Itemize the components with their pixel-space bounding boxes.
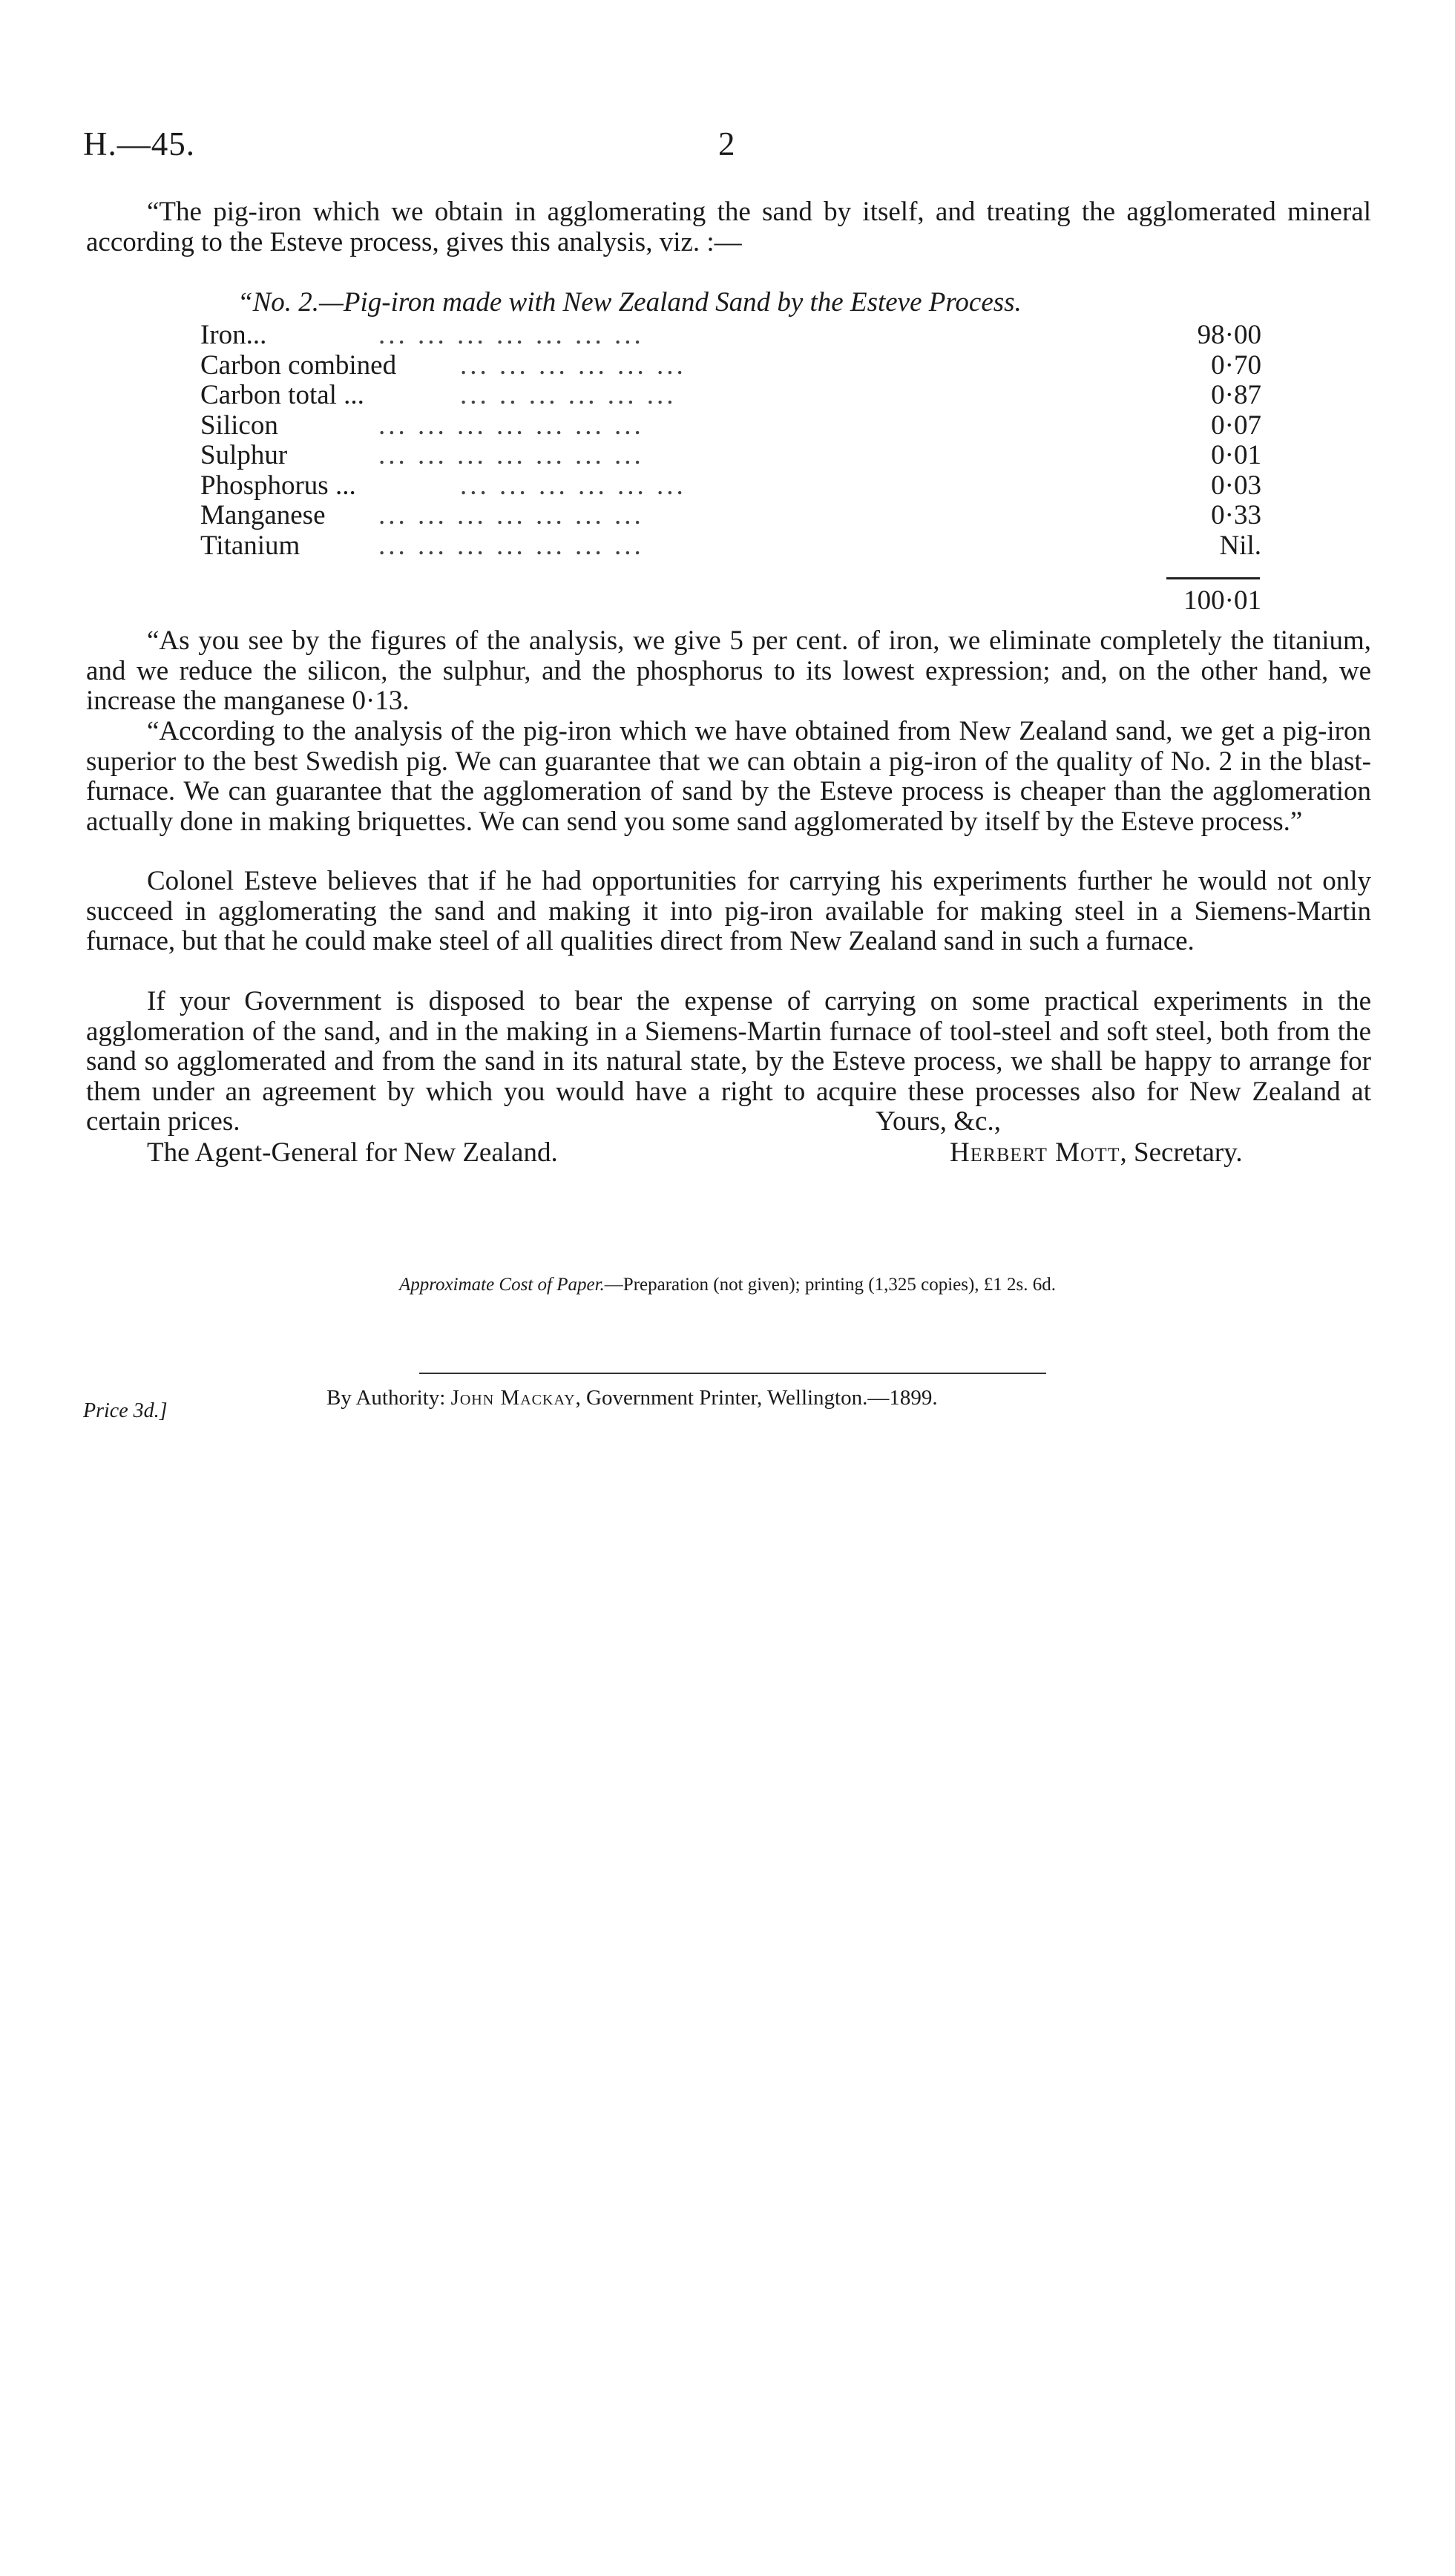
cost-note-text: —Preparation (not given); printing (1,325 copies), £1 2s. 6d. [604,1275,1057,1295]
analysis-value: 0·33 [1211,500,1261,530]
printer-name: John Mackay [450,1386,576,1410]
analysis-table [200,321,1261,561]
analysis-label: Titanium [200,530,300,561]
addressee: The Agent-General for New Zealand. [147,1137,558,1168]
imprint-rule [419,1373,1046,1374]
paragraph-colonel-esteve: Colonel Esteve believes that if he had opportunities for carrying his experiments further he would not only succeed in agglomerating the sand and making it into pig-iron available for making steel in a Siemens-Martin furnace, but that he could make steel of all qualities direct from New Zealand sand in such a furnace. [86,866,1371,956]
analysis-row [200,411,1261,441]
total-rule [1166,577,1260,579]
analysis-value: 0·01 [1211,440,1261,470]
leader-dots: ... ... ... ... ... ... ... [378,501,644,530]
leader-dots: ... .. ... ... ... ... [460,381,677,410]
analysis-label: Carbon combined [200,349,397,381]
leader-dots: ... ... ... ... ... ... [460,470,686,501]
cost-note-label: Approximate Cost of Paper. [398,1275,605,1295]
paragraph-swedish-pig: “According to the analysis of the pig-iron which we have obtained from New Zealand sand, we get a pig-iron superior to the best Swedish pig. We can guarantee that we can obtain a pig-iron of the quality of No. 2 in the blast-furnace. We can guarantee that the agglomeration of sand by the Esteve process is cheaper than the agglomeration actually done in making briquettes. We can send you some sand agglomerated by itself by the Esteve process.” [86,716,1371,837]
valediction: Yours, &c., [876,1106,1001,1137]
analysis-row [200,531,1261,562]
signatory-title: , Secretary. [1120,1137,1243,1168]
intro-paragraph: “The pig-iron which we obtain in agglomerating the sand by itself, and treating the agglomerated mineral according to the Esteve process, gives this analysis, viz. :— [86,197,1371,257]
imprint-authority: By Authority: [326,1386,451,1410]
imprint-rest: , Government Printer, Wellington.—1899. [575,1386,938,1410]
analysis-label: Sulphur [200,440,288,470]
analysis-value: Nil. [1219,530,1261,561]
analysis-label: Phosphorus ... [200,470,356,501]
analysis-row [200,501,1261,531]
analysis-label: Silicon [200,410,278,441]
leader-dots: ... ... ... ... ... ... ... [378,321,644,350]
leader-dots: ... ... ... ... ... ... ... [378,530,644,561]
analysis-row [200,471,1261,502]
imprint [326,1386,938,1410]
analysis-label: Manganese [200,500,326,530]
analysis-total: 100·01 [1183,585,1261,616]
analysis-label: Iron... [200,320,267,350]
leader-dots: ... ... ... ... ... ... ... [378,441,644,470]
paragraph-government-proposal: If your Government is disposed to bear the expense of carrying on some practical experiments in the agglomeration of the sand, and in the making in a Siemens-Martin furnace of tool-steel and soft steel, both from the sand so agglomerated and from the sand in its natural state, by the Esteve process, we shall be happy to arrange for them under an agreement by which you would have a right to acquire these processes also for New Zealand at certain prices. [86,986,1371,1137]
analysis-value: 98·00 [1197,320,1261,350]
page-number: 2 [718,125,735,162]
signatory-name: Herbert Mott [950,1137,1120,1168]
analysis-row [200,381,1261,411]
analysis-row [200,321,1261,351]
page-reference: H.—45. [83,125,195,162]
analysis-label: Carbon total ... [200,380,364,410]
price: Price 3d.] [83,1399,168,1422]
analysis-value: 0·87 [1211,380,1261,410]
analysis-value: 0·70 [1211,349,1261,381]
analysis-title: “No. 2.—Pig-iron made with New Zealand Sand by the Esteve Process. [237,287,1022,318]
analysis-value: 0·03 [1211,470,1261,501]
analysis-row [200,441,1261,471]
signature [950,1138,1243,1169]
leader-dots: ... ... ... ... ... ... ... [378,410,644,441]
analysis-value: 0·07 [1211,410,1261,441]
leader-dots: ... ... ... ... ... ... [460,350,686,381]
analysis-row [200,351,1261,381]
cost-note [0,1275,1455,1295]
paragraph-figures: “As you see by the figures of the analysis, we give 5 per cent. of iron, we eliminate completely the titanium, and we reduce the silicon, the sulphur, and the phosphorus to its lowest expression; and, on the other hand, we increase the manganese 0·13. [86,625,1371,716]
